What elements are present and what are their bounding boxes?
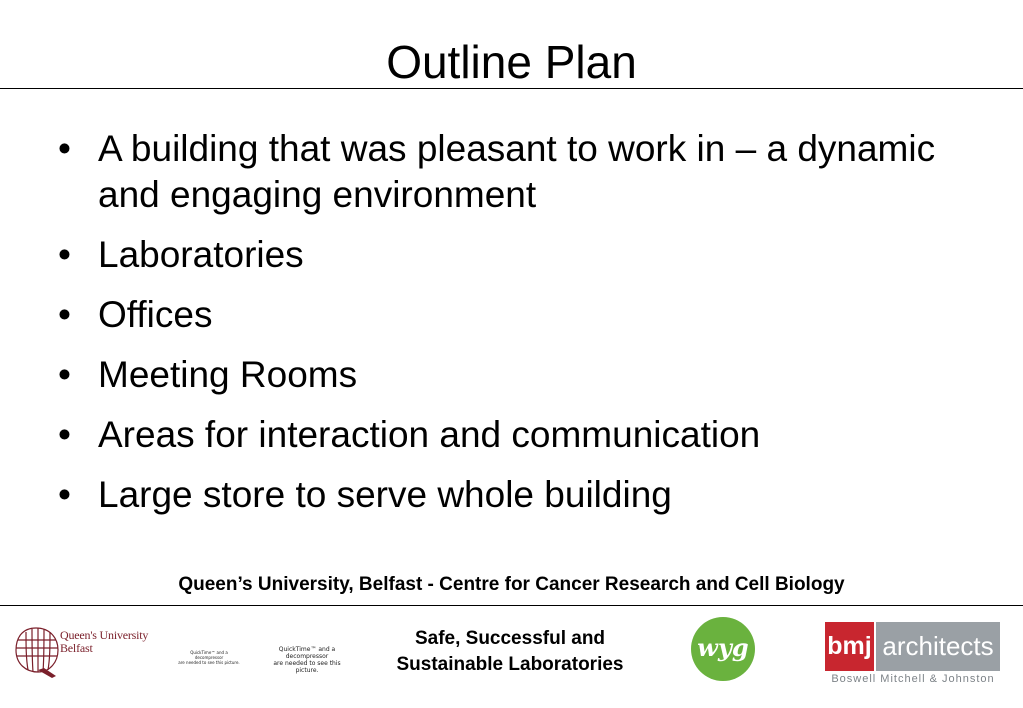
bullet-item: [58, 352, 958, 398]
bullet-text: Laboratories: [98, 234, 304, 275]
bullet-list: [58, 126, 958, 532]
quicktime-placeholder: [262, 646, 352, 674]
quicktime-text: decompressor: [285, 653, 329, 660]
bmj-logo: bmj: [825, 622, 874, 671]
bullet-text: Offices: [98, 294, 213, 335]
bullet-dot: •: [58, 414, 71, 455]
bullet-text: A building that was pleasant to work in – a dynamic and engaging environment: [98, 128, 936, 215]
qub-logo-line: Belfast: [60, 641, 93, 655]
bullet-item: [58, 292, 958, 338]
bullet-item: [58, 412, 958, 458]
quicktime-text: QuickTime™ and a: [278, 646, 336, 653]
bullet-text: Areas for interaction and communication: [98, 414, 761, 455]
safe-labs-line: Sustainable Laboratories: [396, 654, 624, 675]
safe-labs-line: Safe, Successful and: [414, 628, 606, 649]
bullet-dot: •: [58, 128, 71, 169]
bullet-text: Meeting Rooms: [98, 354, 358, 395]
institution-caption: Queen’s University, Belfast - Centre for Cancer Research and Cell Biology: [178, 574, 845, 595]
bullet-text: Large store to serve whole building: [98, 474, 672, 515]
bullet-dot: •: [58, 474, 71, 515]
quicktime-text: are needed to see this picture.: [273, 660, 341, 674]
footer-divider: [0, 605, 1023, 606]
quicktime-text: are needed to see this picture.: [178, 660, 240, 665]
quicktime-text: decompressor: [194, 655, 224, 660]
qub-logo-line: Queen's University: [60, 628, 149, 642]
svg-text:wyg: wyg: [697, 633, 749, 662]
bullet-dot: •: [58, 234, 71, 275]
quicktime-text: QuickTime™ and a: [190, 650, 228, 655]
title-divider: [0, 88, 1023, 89]
wyg-logo-icon: [690, 616, 756, 682]
bullet-item: [58, 232, 958, 278]
bmj-subline: Boswell Mitchell & Johnston: [831, 673, 995, 685]
quicktime-placeholder: [172, 650, 246, 665]
safe-labs-caption: [360, 626, 660, 678]
qub-logo-text: [60, 629, 148, 655]
slide-title: Outline Plan: [386, 36, 637, 88]
bullet-item: [58, 126, 958, 218]
architects-logo: architects: [876, 622, 1000, 671]
bullet-dot: •: [58, 354, 71, 395]
bullet-dot: •: [58, 294, 71, 335]
bullet-item: [58, 472, 958, 518]
